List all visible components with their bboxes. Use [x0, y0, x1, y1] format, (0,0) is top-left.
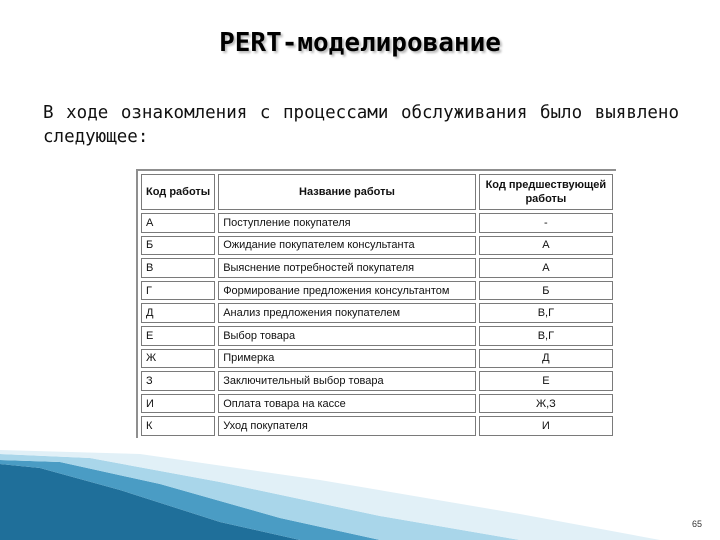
cell-predecessor: А — [479, 236, 613, 256]
cell-predecessor: В,Г — [479, 303, 613, 323]
cell-name: Выяснение потребностей покупателя — [218, 258, 476, 278]
cell-name: Оплата товара на кассе — [218, 394, 476, 414]
header-name: Название работы — [218, 174, 476, 210]
works-table — [138, 171, 616, 439]
cell-predecessor: Д — [479, 349, 613, 369]
cell-code: З — [141, 371, 215, 391]
cell-name: Ожидание покупателем консультанта — [218, 236, 476, 256]
table-row — [141, 258, 613, 278]
cell-code: А — [141, 213, 215, 233]
cell-name: Примерка — [218, 349, 476, 369]
cell-name: Выбор товара — [218, 326, 476, 346]
table-row — [141, 349, 613, 369]
cell-name: Поступление покупателя — [218, 213, 476, 233]
cell-predecessor: И — [479, 416, 613, 436]
cell-name: Формирование предложения консультантом — [218, 281, 476, 301]
page-number: 65 — [691, 519, 702, 529]
cell-code: И — [141, 394, 215, 414]
cell-predecessor: А — [479, 258, 613, 278]
header-code: Код работы — [141, 174, 215, 210]
table-row — [141, 371, 613, 391]
cell-predecessor: Б — [479, 281, 613, 301]
table-row — [141, 281, 613, 301]
cell-code: Е — [141, 326, 215, 346]
cell-code: Г — [141, 281, 215, 301]
table-row — [141, 394, 613, 414]
slide-decoration — [0, 450, 720, 540]
table-row — [141, 416, 613, 436]
cell-code: К — [141, 416, 215, 436]
table-row — [141, 213, 613, 233]
cell-name: Заключительный выбор товара — [218, 371, 476, 391]
table-header-row — [141, 174, 613, 210]
cell-predecessor: Ж,З — [479, 394, 613, 414]
table-row — [141, 303, 613, 323]
table-row — [141, 326, 613, 346]
cell-name: Анализ предложения покупателем — [218, 303, 476, 323]
slide-title: PERT-моделирование — [219, 28, 501, 58]
cell-predecessor: В,Г — [479, 326, 613, 346]
cell-code: Ж — [141, 349, 215, 369]
cell-code: В — [141, 258, 215, 278]
cell-name: Уход покупателя — [218, 416, 476, 436]
cell-code: Д — [141, 303, 215, 323]
intro-text: В ходе ознакомления с процессами обслуживания было выявлено следующее: — [43, 103, 679, 147]
cell-predecessor: - — [479, 213, 613, 233]
header-predecessor: Код предшествующей работы — [479, 174, 613, 210]
table-row — [141, 236, 613, 256]
cell-code: Б — [141, 236, 215, 256]
works-table-frame — [136, 169, 616, 438]
cell-predecessor: Е — [479, 371, 613, 391]
